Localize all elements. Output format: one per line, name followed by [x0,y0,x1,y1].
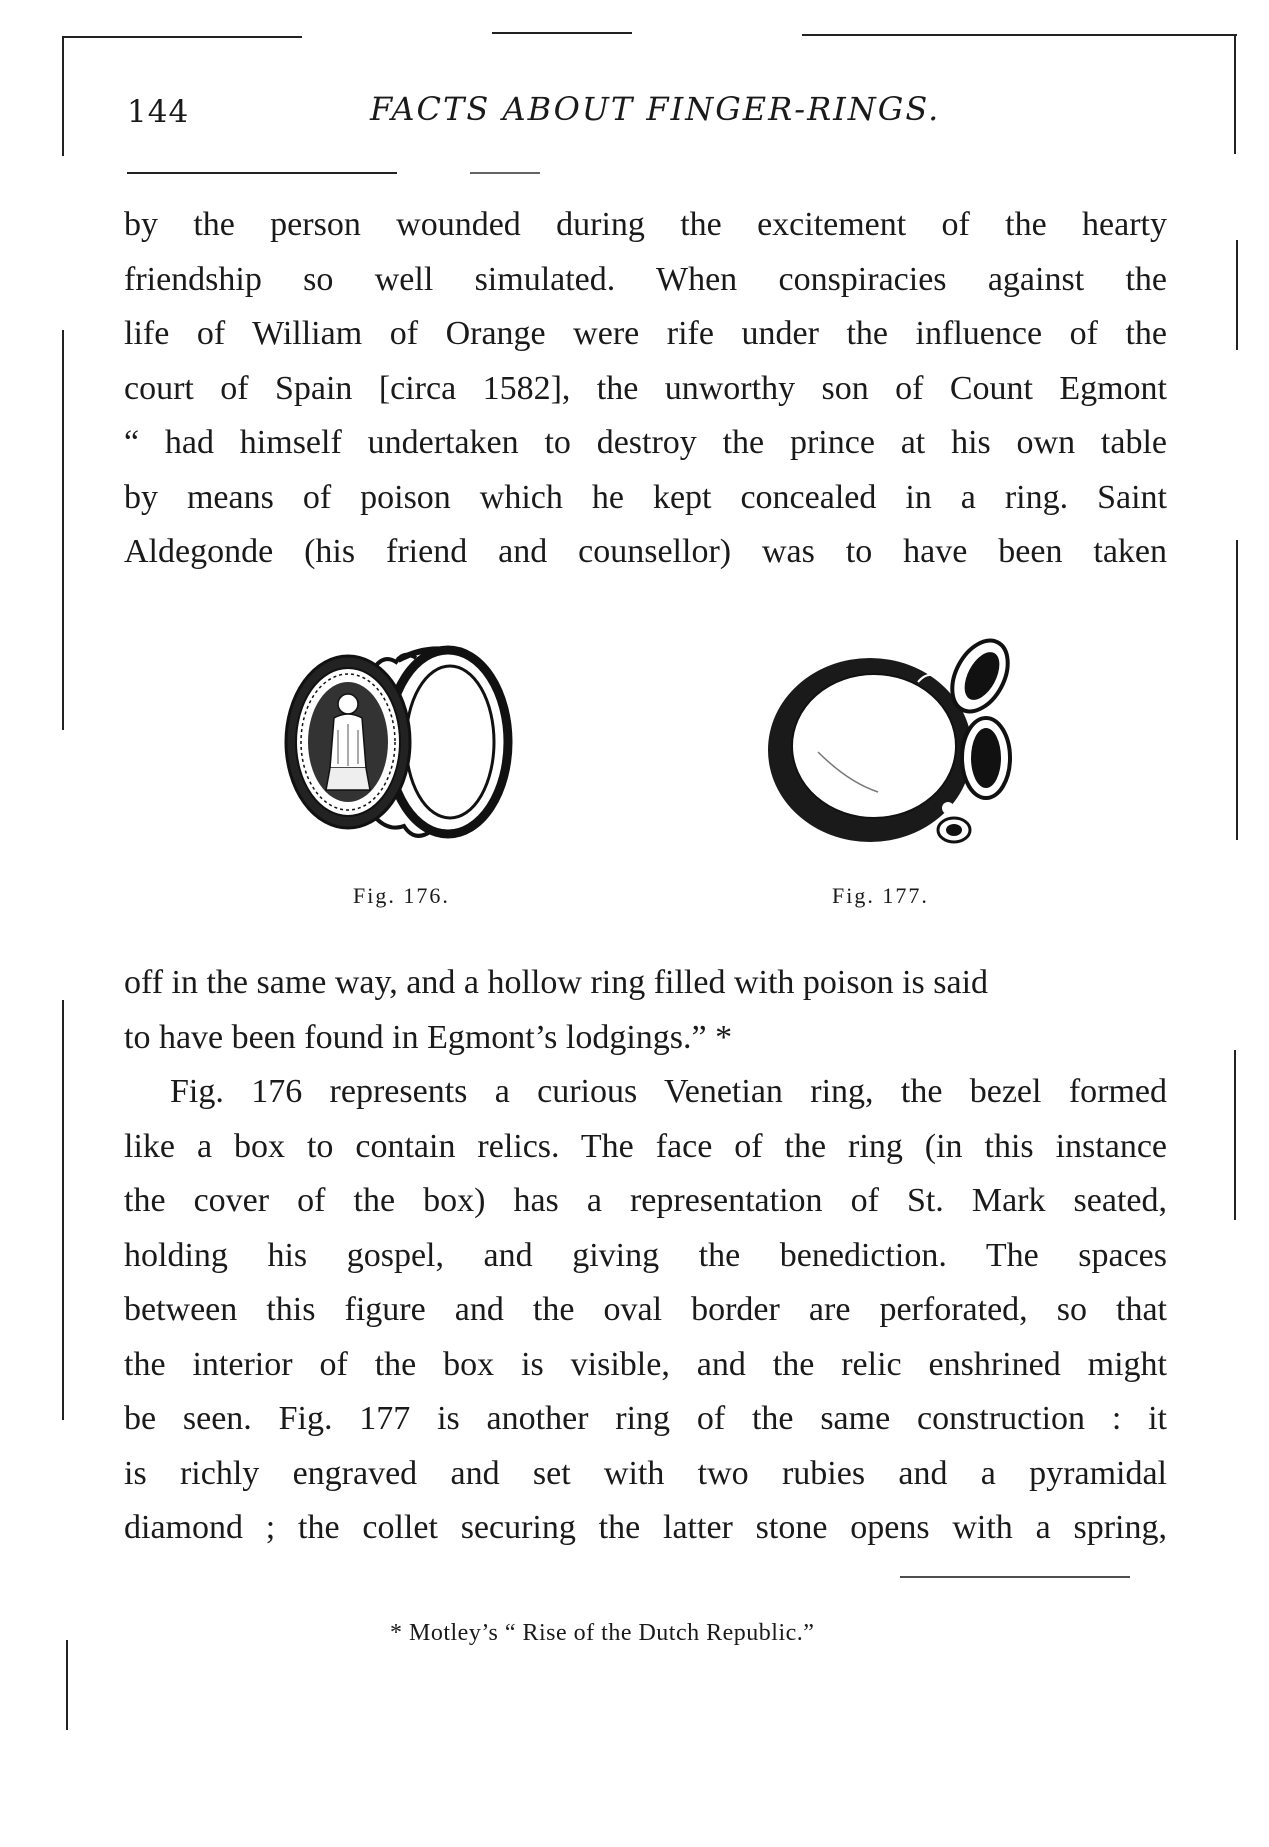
right-border-rule [1234,1050,1236,1220]
paragraph-3 [124,1065,1167,1556]
text-line: to have been found in Egmont’s lodgings.” * [124,1018,733,1056]
text-line: court of Spain [circa 1582], the unworthy son of Count Egmont [124,369,1167,407]
text-line: be seen. Fig. 177 is another ring of the same construction : it [124,1400,1167,1437]
text-line: between this figure and the oval border are perforated, so that [124,1291,1167,1328]
right-border-rule [1236,240,1238,350]
header-rule [470,172,540,174]
text-line: Fig. 176 represents a curious Venetian ring, the bezel formed [170,1073,1167,1110]
paragraph-2 [124,956,1167,1065]
left-border-rule [62,330,64,730]
text-line: is richly engraved and set with two rubies and a pyramidal [124,1454,1167,1492]
top-border-rule [802,34,1237,36]
right-border-rule [1234,34,1236,154]
text-line: holding his gospel, and giving the benediction. The spaces [124,1236,1167,1274]
ring-illustration-fig-176 [278,638,528,850]
text-line: by the person wounded during the excitement of the hearty [124,206,1167,243]
header-rule [127,172,397,174]
text-line: by means of poison which he kept concealed in a ring. Saint [124,478,1167,516]
running-head: FACTS ABOUT FINGER-RINGS. [370,90,941,128]
text-line: like a box to contain relics. The face of the ring (in this instance [124,1127,1167,1165]
left-border-rule [62,1000,64,1420]
left-border-rule [62,36,64,156]
right-border-rule [1236,540,1238,840]
top-border-rule [492,32,632,34]
text-line: the cover of the box) has a representation of St. Mark seated, [124,1182,1167,1219]
paragraph-1 [124,198,1167,580]
text-line: life of William of Orange were rife under the influence of the [124,315,1167,352]
top-border-rule [62,36,302,38]
figure-caption-177: Fig. 177. [832,883,929,908]
figure-caption-176: Fig. 176. [353,883,450,908]
text-line: diamond ; the collet securing the latter stone opens with a spring, [124,1509,1167,1546]
text-line: friendship so well simulated. When conspiracies against the [124,260,1167,298]
text-line: Aldegonde (his friend and counsellor) was to have been taken [124,533,1167,570]
text-line: off in the same way, and a hollow ring filled with poison is said [124,964,989,1001]
footnote: * Motley’s “ Rise of the Dutch Republic.” [390,1620,815,1646]
footnote-rule [900,1576,1130,1578]
left-border-rule [66,1640,68,1730]
text-line: the interior of the box is visible, and the relic enshrined might [124,1345,1167,1383]
text-line: “ had himself undertaken to destroy the prince at his own table [124,424,1167,461]
ring-illustration-fig-177 [758,632,1020,854]
page-number: 144 [127,94,190,130]
